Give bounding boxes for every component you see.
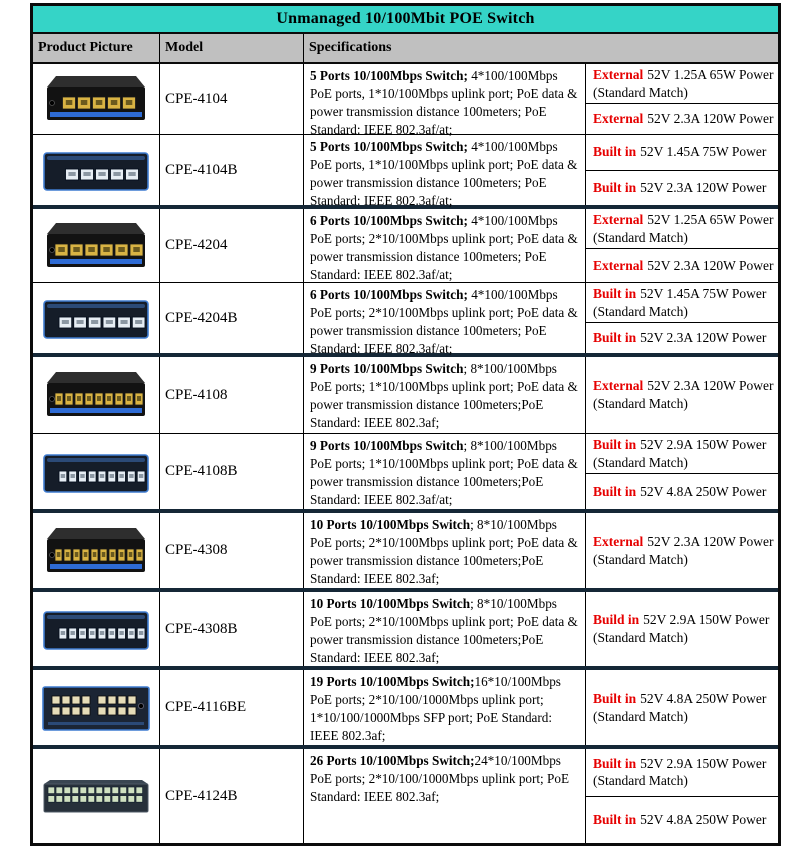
product-picture-cell xyxy=(33,513,160,588)
power-text xyxy=(593,533,774,568)
spec-cell xyxy=(304,434,586,509)
model-text: CPE-4108B xyxy=(165,463,238,479)
power-option xyxy=(586,248,778,282)
poe-switch-photo xyxy=(40,768,152,824)
poe-switch-photo xyxy=(40,218,152,274)
table-title: Unmanaged 10/100Mbit POE Switch xyxy=(276,10,535,27)
power-text xyxy=(593,436,774,471)
product-spec-table xyxy=(30,3,781,846)
power-spec-text: 52V 4.8A 250W Power xyxy=(640,811,767,827)
power-type-label: Built in xyxy=(593,330,637,346)
model-cell xyxy=(160,434,304,509)
spec-detail-text: 24*10/100Mbps PoE ports; 2*10/100/1000Mbps uplink port; PoE Standard: IEEE 802.3af; xyxy=(310,753,570,804)
poe-switch-photo xyxy=(40,523,152,579)
power-spec-text: 52V 2.9A 150W Power (Standard Match) xyxy=(593,755,767,789)
power-spec-text: 52V 1.25A 65W Power (Standard Match) xyxy=(593,67,774,100)
power-spec-text: 52V 1.25A 65W Power (Standard Match) xyxy=(593,212,774,245)
model-cell xyxy=(160,513,304,588)
power-type-label: Built in xyxy=(593,437,637,452)
power-text xyxy=(593,66,774,101)
table-row xyxy=(33,749,778,843)
power-text xyxy=(593,483,766,501)
power-option xyxy=(586,283,778,322)
spec-detail-text: 4*100/100Mbps PoE ports; 2*10/100Mbps uplink port; PoE data & power transmission distance 100meters; PoE Standard: IEEE 802.3af/at; xyxy=(310,287,578,356)
power-type-label: External xyxy=(593,533,644,549)
column-header-specifications: Specifications xyxy=(309,40,392,55)
power-spec-text: 52V 2.3A 120W Power xyxy=(647,257,774,273)
spec-title-text: 6 Ports 10/100Mbps Switch; xyxy=(310,287,468,302)
spec-title-text: 6 Ports 10/100Mbps Switch; xyxy=(310,213,468,228)
power-text xyxy=(593,611,774,646)
power-spec-text: 52V 1.45A 75W Power (Standard Match) xyxy=(593,286,767,319)
model-cell xyxy=(160,283,304,353)
spec-detail-text: ; 8*10/100Mbps PoE ports; 2*10/100Mbps uplink port; PoE data & power transmission distance 100meters;PoE Standard: IEEE 802.3af; xyxy=(310,517,578,586)
product-picture-cell xyxy=(33,749,160,843)
spec-cell xyxy=(304,357,586,433)
power-text xyxy=(593,377,774,412)
power-type-label: Built in xyxy=(593,690,637,706)
power-cell xyxy=(586,513,778,588)
spec-cell xyxy=(304,64,586,137)
product-table-body xyxy=(33,64,778,843)
power-spec-text: 52V 4.8A 250W Power xyxy=(640,483,767,499)
model-text: CPE-4104 xyxy=(165,90,228,107)
spec-detail-text: 16*10/100Mbps PoE ports; 2*10/100/1000Mbps uplink port; 1*10/100/1000Mbps SFP port; PoE Standard: IEEE 802.3af; xyxy=(310,674,561,743)
power-cell xyxy=(586,209,778,282)
spec-cell xyxy=(304,749,586,843)
power-text xyxy=(593,690,774,725)
spec-title-text: 10 Ports 10/100Mbps Switch xyxy=(310,596,471,611)
power-type-label: Built in xyxy=(593,179,637,195)
table-row xyxy=(33,670,778,749)
power-option xyxy=(586,796,778,844)
poe-switch-photo xyxy=(40,367,152,423)
model-text: CPE-4108 xyxy=(165,386,228,403)
power-type-label: Built in xyxy=(593,483,637,499)
table-row xyxy=(33,64,778,135)
power-cell xyxy=(586,592,778,666)
power-option xyxy=(586,357,778,433)
power-spec-text: 52V 1.45A 75W Power xyxy=(640,144,767,160)
model-cell xyxy=(160,209,304,282)
column-header-model: Model xyxy=(160,34,304,62)
poe-switch-photo xyxy=(40,142,152,198)
spec-cell xyxy=(304,592,586,666)
model-text: CPE-4116BE xyxy=(165,699,247,715)
spec-cell xyxy=(304,283,586,356)
spec-detail-text: 4*100/100Mbps PoE ports; 2*10/100Mbps uplink port; PoE data & power transmission distance 100meters; PoE Standard: IEEE 802.3af/at; xyxy=(310,213,578,282)
power-type-label: External xyxy=(593,257,644,273)
model-cell xyxy=(160,749,304,843)
power-option xyxy=(586,64,778,103)
power-option xyxy=(586,592,778,666)
power-text xyxy=(593,285,774,320)
poe-switch-photo xyxy=(40,290,152,346)
column-header-product-picture: Product Picture xyxy=(33,34,160,62)
model-text: CPE-4204 xyxy=(165,237,228,253)
model-cell xyxy=(160,670,304,745)
power-cell xyxy=(586,357,778,433)
power-type-label: External xyxy=(593,67,644,82)
power-type-label: Built in xyxy=(593,144,637,160)
power-text xyxy=(593,329,766,347)
model-cell xyxy=(160,135,304,205)
product-picture-cell xyxy=(33,592,160,666)
product-picture-cell xyxy=(33,64,160,134)
spec-cell xyxy=(304,209,586,282)
power-option xyxy=(586,209,778,248)
power-spec-text: 52V 2.3A 120W Power xyxy=(640,330,767,346)
model-cell xyxy=(160,592,304,666)
model-text: CPE-4104B xyxy=(165,161,238,178)
spec-detail-text: ; 8*100/100Mbps PoE ports; 1*10/100Mbps uplink port; PoE data & power transmission distance 100meters;PoE Standard: IEEE 802.3af/at; xyxy=(310,438,578,507)
power-text xyxy=(593,110,774,128)
spec-cell xyxy=(304,670,586,745)
spec-detail-text: ; 8*100/100Mbps PoE ports; 1*10/100Mbps uplink port; PoE data & power transmission distance 100meters;PoE Standard: IEEE 802.3af; xyxy=(310,361,578,430)
model-text: CPE-4308B xyxy=(165,620,238,637)
table-row xyxy=(33,209,778,283)
table-row xyxy=(33,434,778,513)
spec-detail-text: 4*100/100Mbps PoE ports, 1*10/100Mbps uplink port; PoE data & power transmission distance 100meters; PoE Standard: IEEE 802.3af/at; xyxy=(310,139,578,208)
power-cell xyxy=(586,135,778,205)
product-picture-cell xyxy=(33,670,160,745)
power-option xyxy=(586,322,778,353)
power-type-label: Built in xyxy=(593,286,637,301)
table-row xyxy=(33,592,778,670)
table-header-row xyxy=(33,34,778,64)
power-spec-text: 52V 2.3A 120W Power xyxy=(640,179,767,195)
power-type-label: External xyxy=(593,111,644,127)
power-option xyxy=(586,434,778,473)
model-text: CPE-4204B xyxy=(165,309,238,326)
spec-title-text: 9 Ports 10/100Mbps Switch xyxy=(310,361,464,376)
poe-switch-photo xyxy=(40,680,152,736)
product-picture-cell xyxy=(33,434,160,509)
poe-switch-photo xyxy=(40,444,152,500)
power-spec-text: 52V 2.3A 120W Power (Standard Match) xyxy=(593,378,774,411)
power-option xyxy=(586,135,778,170)
table-row xyxy=(33,135,778,209)
spec-title-text: 10 Ports 10/100Mbps Switch xyxy=(310,517,471,532)
power-spec-text: 52V 2.3A 120W Power xyxy=(647,111,774,127)
power-option xyxy=(586,103,778,134)
power-spec-text: 52V 2.9A 150W Power (Standard Match) xyxy=(593,612,770,645)
power-type-label: Built in xyxy=(593,755,637,771)
product-picture-cell xyxy=(33,135,160,205)
product-picture-cell xyxy=(33,209,160,282)
table-row xyxy=(33,357,778,434)
power-text xyxy=(593,755,774,790)
power-cell xyxy=(586,749,778,843)
table-row xyxy=(33,513,778,592)
table-row xyxy=(33,283,778,357)
spec-cell xyxy=(304,513,586,588)
poe-switch-photo xyxy=(40,601,152,657)
spec-title-text: 5 Ports 10/100Mbps Switch; xyxy=(310,68,468,83)
spec-detail-text: ; 8*10/100Mbps PoE ports; 2*10/100Mbps uplink port; PoE data & power transmission distance 100meters;PoE Standard: IEEE 802.3af; xyxy=(310,596,578,665)
power-spec-text: 52V 4.8A 250W Power (Standard Match) xyxy=(593,690,767,724)
model-text: CPE-4308 xyxy=(165,542,228,558)
model-cell xyxy=(160,64,304,134)
power-cell xyxy=(586,670,778,745)
spec-cell xyxy=(304,135,586,208)
power-type-label: External xyxy=(593,212,644,227)
table-title-banner xyxy=(33,6,778,34)
spec-detail-text: 4*100/100Mbps PoE ports, 1*10/100Mbps uplink port; PoE data & power transmission distance 100meters; PoE Standard: IEEE 802.3af/at; xyxy=(310,68,578,137)
power-cell xyxy=(586,64,778,134)
power-option xyxy=(586,670,778,745)
power-text xyxy=(593,179,766,197)
model-cell xyxy=(160,357,304,433)
spec-title-text: 19 Ports 10/100Mbps Switch; xyxy=(310,674,475,689)
model-text: CPE-4124B xyxy=(165,787,238,804)
power-spec-text: 52V 2.3A 120W Power (Standard Match) xyxy=(593,533,774,567)
spec-title-text: 5 Ports 10/100Mbps Switch; xyxy=(310,139,468,154)
power-type-label: Built in xyxy=(593,811,637,827)
power-option xyxy=(586,513,778,588)
power-option xyxy=(586,749,778,796)
power-option xyxy=(586,473,778,509)
power-text xyxy=(593,257,774,275)
poe-switch-photo xyxy=(40,71,152,127)
power-type-label: Build in xyxy=(593,612,640,628)
power-text xyxy=(593,811,766,829)
power-type-label: External xyxy=(593,378,644,394)
product-picture-cell xyxy=(33,283,160,353)
power-option xyxy=(586,170,778,206)
power-text xyxy=(593,143,766,161)
power-cell xyxy=(586,434,778,509)
power-text xyxy=(593,211,774,246)
power-spec-text: 52V 2.9A 150W Power (Standard Match) xyxy=(593,437,767,470)
power-cell xyxy=(586,283,778,353)
product-picture-cell xyxy=(33,357,160,433)
spec-title-text: 26 Ports 10/100Mbps Switch; xyxy=(310,753,475,768)
spec-title-text: 9 Ports 10/100Mbps Switch xyxy=(310,438,464,453)
